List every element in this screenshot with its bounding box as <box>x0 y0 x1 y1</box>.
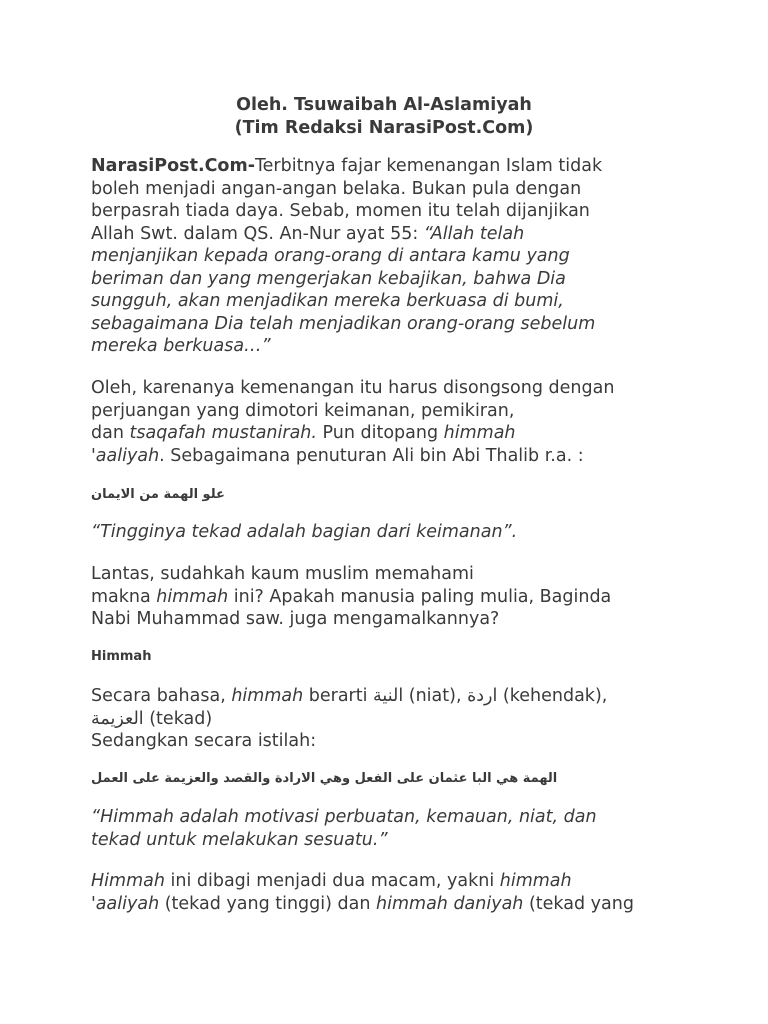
quote-translation-1: “Tingginya tekad adalah bagian dari keimanan”. <box>91 522 518 542</box>
arabic-quote-2: الهمة هي البا عثمان على الفعل وهي الارادة والقصد والعزيمة على العمل <box>91 771 558 786</box>
arabic-quote-1: علو الهمة من الايمان <box>91 487 225 502</box>
author-line: Oleh. Tsuwaibah Al-Aslamiyah <box>236 95 532 115</box>
paragraph-question: Lantas, sudahkah kaum muslim memahami makna himmah ini? Apakah manusia paling mulia, Baginda Nabi Muhammad saw. juga mengamalkannya? <box>91 564 612 629</box>
team-line: (Tim Redaksi NarasiPost.Com) <box>234 118 534 138</box>
brand-name: NarasiPost.Com- <box>91 156 255 176</box>
quote-translation-2: “Himmah adalah motivasi perbuatan, kemauan, niat, dan tekad untuk melakukan sesuatu.” <box>91 807 597 850</box>
paragraph-intro: NarasiPost.Com-Terbitnya fajar kemenangan Islam tidak boleh menjadi angan-angan belaka. Bukan pula dengan berpasrah tiada daya. Sebab, momen itu telah dijanjikan Allah Swt. dalam QS. An-Nur ayat 55: “Allah telah menjanjikan kepada orang-orang di antara kamu yang beriman dan yang mengerjakan kebajikan, bahwa Dia sungguh, akan menjadikan mereka berkuasa di bumi, sebagaimana Dia telah menjadikan orang-orang sebelum mereka berkuasa…” <box>91 156 603 356</box>
paragraph-types: Himmah ini dibagi menjadi dua macam, yakni himmah 'aaliyah (tekad yang tinggi) dan himmah daniyah (tekad yang <box>91 871 634 914</box>
paragraph-struggle: Oleh, karenanya kemenangan itu harus disongsong dengan perjuangan yang dimotori keimanan, pemikiran, dan tsaqafah mustanirah. Pun ditopang himmah 'aaliyah. Sebagaimana penuturan Ali bin Abi Thalib r.a. : <box>91 378 615 466</box>
section-heading-himmah: Himmah <box>91 649 152 664</box>
paragraph-definition: Secara bahasa, himmah berarti النية (niat), اردة (kehendak), العزيمة (tekad) Sedangkan secara istilah: <box>91 686 608 751</box>
